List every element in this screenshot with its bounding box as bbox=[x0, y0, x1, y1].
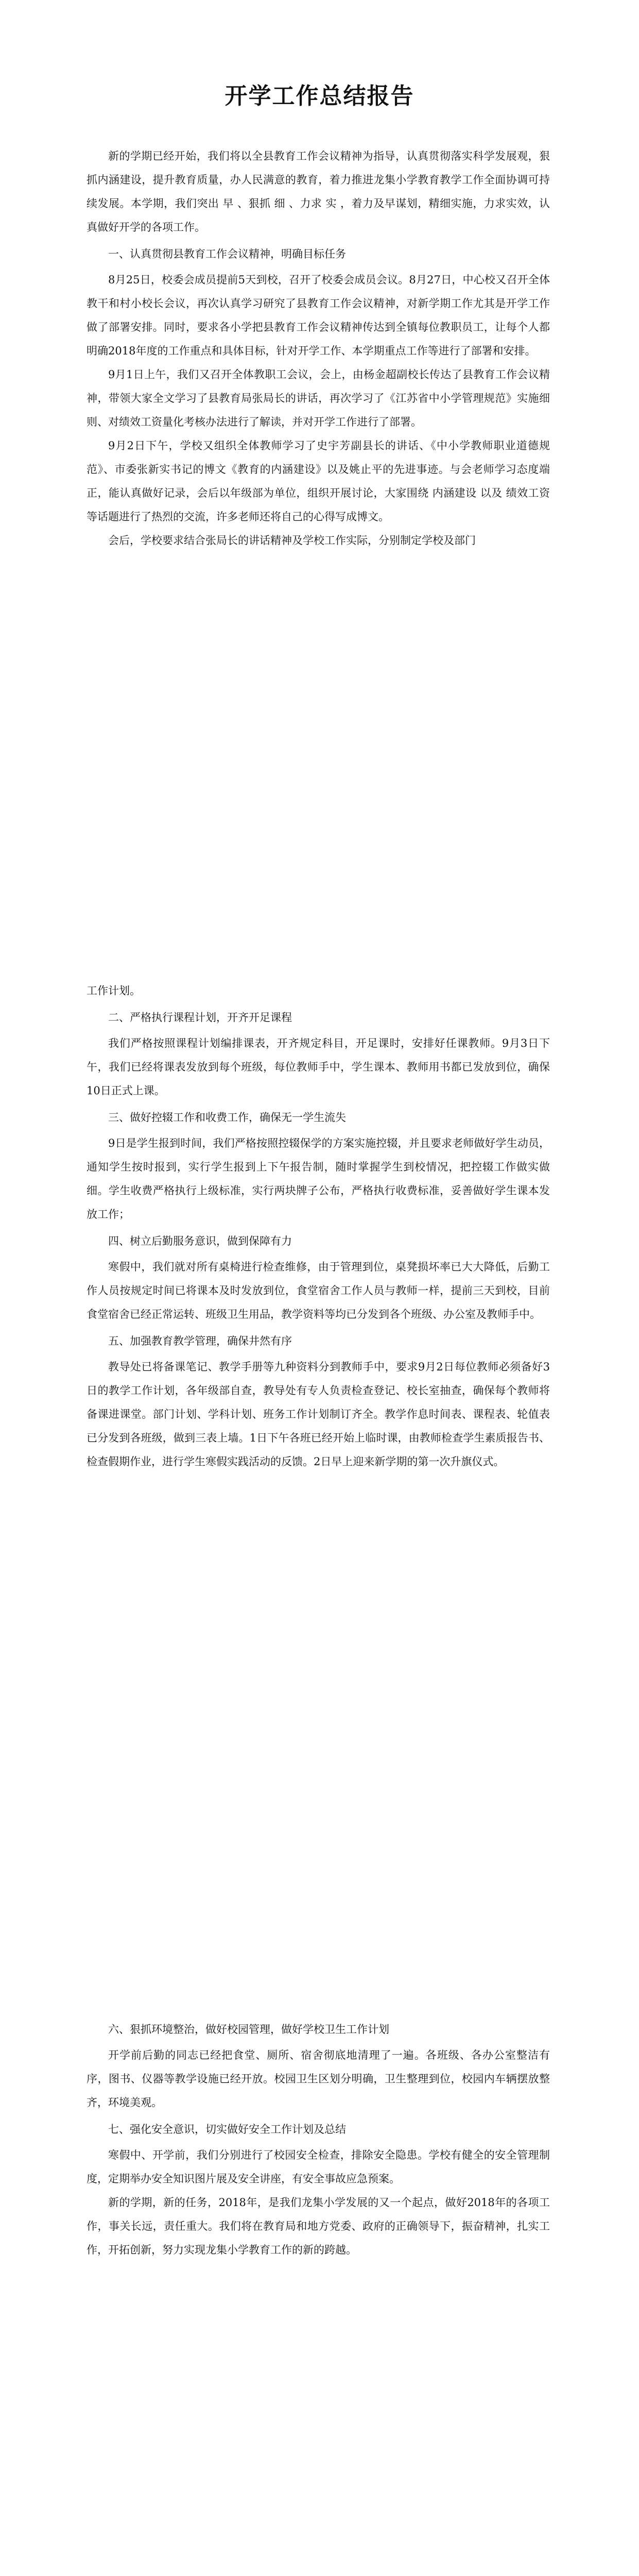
body-paragraph: 工作计划。 bbox=[87, 985, 141, 997]
body-paragraph: 9日是学生报到时间，我们严格按照控辍保学的方案实施控辍，并且要求老师做好学生动员，通知学生按时报到，实行学生报到上下午报告制，随时掌握学生到校情况，把控辍工作做实做细。学生收费严格执行上级标准，实行两块牌子公布，严格执行收费标准，妥善做好学生课本发放工作； bbox=[87, 1137, 550, 1221]
section-heading-7: 七、强化安全意识，切实做好安全工作计划及总结 bbox=[108, 2123, 346, 2136]
body-paragraph: 我们严格按照课程计划编排课表，开齐规定科目，开足课时，安排好任课教师。9月3日下午，我们已经将课表发放到每个班级，每位教师手中，学生课本、教师用书都已发放到位，确保10日正式上课。 bbox=[87, 1037, 550, 1097]
section-heading-4: 四、树立后勤服务意识，做到保障有力 bbox=[108, 1235, 292, 1247]
body-paragraph: 9月2日下午，学校又组织全体教师学习了史宇芳副县长的讲话、《中小学教师职业道德规范》、市委张新实书记的博文《教育的内涵建设》以及姚止平的先进事迹。与会老师学习态度端正，能认真做好记录，会后以年级部为单位，组织开展讨论，大家围绕 内涵建设 以及 绩效工资 等话题进行了热烈的交流，许多老师还将自己的心得写成博文。 bbox=[87, 439, 550, 523]
body-paragraph: 9月1日上午，我们又召开全体教职工会议，会上，由杨金超副校长传达了县教育工作会议精神，带领大家全文学习了县教育局张局长的讲话，再次学习了《江苏省中小学管理规范》实施细则、对绩效工资量化考核办法进行了解读，并对开学工作进行了部署。 bbox=[87, 368, 550, 428]
section-heading-2: 二、严格执行课程计划，开齐开足课程 bbox=[108, 1011, 292, 1024]
section-heading-3: 三、做好控辍工作和收费工作，确保无一学生流失 bbox=[108, 1111, 346, 1124]
section-heading-6: 六、狠抓环境整治，做好校园管理，做好学校卫生工作计划 bbox=[108, 2023, 389, 2036]
body-paragraph: 会后，学校要求结合张局长的讲话精神及学校工作实际，分别制定学校及部门 bbox=[108, 534, 476, 547]
body-paragraph: 寒假中，我们就对所有桌椅进行检查维修，由于管理到位，桌凳损坏率已大大降低，后勤工作人员按规定时间已将课本及时发放到位，食堂宿舍工作人员与教师一样，提前三天到校，目前食堂宿舍已经正常运转、班级卫生用品，教学资料等均已分发到各个班级、办公室及教师手中。 bbox=[87, 1261, 550, 1320]
text-block-page-2 bbox=[87, 979, 550, 1473]
body-paragraph: 8月25日，校委会成员提前5天到校，召开了校委会成员会议。8月27日，中心校又召开全体教干和村小校长会议，再次认真学习研究了县教育工作会议精神，对新学期工作尤其是开学工作做了部署安排。同时，要求各小学把县教育工作会议精神传达到全镇每位教职员工，让每个人都明确2018年度的工作重点和具体目标，针对开学工作、本学期重点工作等进行了部署和安排。 bbox=[87, 274, 550, 357]
text-block-page-1 bbox=[87, 144, 550, 552]
body-paragraph: 开学前后勤的同志已经把食堂、厕所、宿舍彻底地清理了一遍。各班级、各办公室整洁有序，图书、仪器等教学设施已经开放。校园卫生区划分明确，卫生整理到位，校园内车辆摆放整齐，环境美观。 bbox=[87, 2049, 550, 2109]
intro-paragraph: 新的学期已经开始，我们将以全县教育工作会议精神为指导，认真贯彻落实科学发展观，狠抓内涵建设，提升教育质量，办人民满意的教育，着力推进龙集小学教育教学工作全面协调可持续发展。本学期，我们突出 早 、狠抓 细 、力求 实 ，着力及早谋划，精细实施，力求实效，认真做好开学的各项工作。 bbox=[87, 150, 550, 233]
closing-paragraph: 新的学期，新的任务，2018年，是我们龙集小学发展的又一个起点，做好2018年的各项工作，事关长远，责任重大。我们将在教育局和地方党委、政府的正确领导下，振奋精神，扎实工作，开拓创新，努力实现龙集小学教育工作的新的跨越。 bbox=[87, 2196, 550, 2256]
section-heading-1: 一、认真贯彻县教育工作会议精神，明确目标任务 bbox=[108, 248, 346, 260]
section-heading-5: 五、加强教育教学管理，确保井然有序 bbox=[108, 1335, 292, 1347]
document-title: 开学工作总结报告 bbox=[224, 83, 415, 109]
body-paragraph: 教导处已将备课笔记、教学手册等九种资料分到教师手中，要求9月2日每位教师必须备好3日的教学工作计划，各年级部自查，教导处有专人负责检查登记、校长室抽查，确保每个教师将备课进课堂。部门计划、学科计划、班务工作计划制订齐全。教学作息时间表、课程表、轮值表已分发到各班级，做到三表上墙。1日下午各班已经开始上临时课，由教师检查学生素质报告书、检查假期作业，进行学生寒假实践活动的反馈。2日早上迎来新学期的第一次升旗仪式。 bbox=[87, 1361, 550, 1468]
body-paragraph: 寒假中、开学前，我们分别进行了校园安全检查，排除安全隐患。学校有健全的安全管理制度，定期举办安全知识图片展及安全讲座，有安全事故应急预案。 bbox=[87, 2149, 550, 2185]
text-block-page-3 bbox=[87, 2014, 550, 2262]
